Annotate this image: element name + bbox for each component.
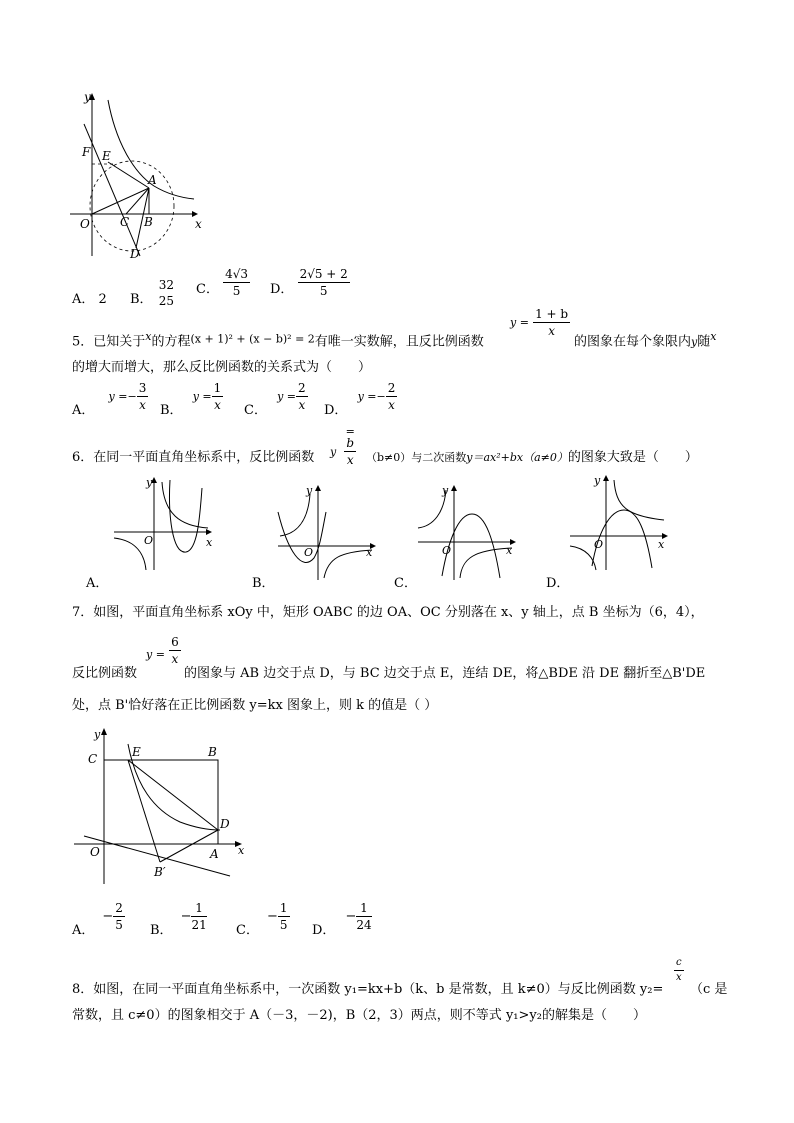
svg-text:y: y: [146, 476, 153, 489]
q7-line3: 处，点 B'恰好落在正比例函数 y=kx 图象上，则 k 的值是（ ）: [72, 698, 438, 713]
q4-label-x: x: [195, 217, 202, 231]
q6-graph-c: [414, 482, 524, 582]
q5-line2: 的增大而增大，那么反比例函数的关系式为（ ）: [72, 360, 372, 375]
q6-func: $_y$ = b x: [330, 425, 355, 467]
svg-text:O: O: [144, 534, 154, 547]
q6-stem: 6．在同一平面直角坐标系中，反比例函数: [72, 450, 315, 465]
svg-text:x: x: [366, 546, 373, 559]
svg-text:O: O: [442, 544, 452, 557]
q6-option-d[interactable]: D．: [546, 576, 570, 591]
q6-stem-end: （b≠0）与二次函数y＝ax²+bx（a≠0）的图象大致是（ ）: [366, 450, 698, 465]
q7-option-d[interactable]: D．− $\frac{1}{24}$: [312, 901, 372, 938]
q5-option-b[interactable]: B． y = $\frac{1}{x}$: [160, 381, 222, 418]
q8-line1-a: 8．如图，在同一平面直角坐标系中，一次函数 y₁=kx+b（k、b 是常数，且 k≠0）与反比例函数 y₂=: [72, 982, 664, 997]
q6-option-a[interactable]: A．: [86, 576, 109, 591]
q5-func: y = $\frac{1 + b}{x}$: [510, 307, 569, 338]
svg-text:y: y: [594, 474, 601, 487]
q4-label-D: D: [130, 247, 140, 261]
svg-text:C: C: [88, 752, 98, 766]
q7-func: $_{y =}$ $\frac{6}{x}$: [146, 635, 179, 666]
q4-label-B: B: [144, 215, 153, 229]
q5-line1-end: 的图象在每个象限内y随$^x$: [574, 330, 717, 350]
q4-figure: [64, 88, 214, 263]
q6-graph-b: [274, 482, 384, 582]
svg-text:E: E: [132, 745, 141, 759]
q5-option-c[interactable]: C． y = $\frac{2}{x}$: [244, 381, 306, 418]
q7-line2-b: 的图象与 AB 边交于点 D，与 BC 边交于点 E，连结 DE，将△BDE 沿 DE 翻折至△B'DE: [184, 666, 706, 681]
q4-option-b[interactable]: B． 32 25: [130, 278, 174, 308]
q5-line1: 5．已知关于$^x$的方程$^{(x + 1)^2 + (x - b)^2 = 2}$有唯一实数解，且反比例函数: [72, 330, 484, 350]
svg-text:D: D: [220, 817, 230, 831]
svg-text:B: B: [208, 745, 217, 759]
svg-text:y: y: [442, 484, 449, 497]
q8-line2: 常数，且 c≠0）的图象相交于 A（－3，－2)，B（2，3）两点，则不等式 y₁>y₂的解集是（ ）: [72, 1008, 646, 1023]
q4-label-F: F: [82, 145, 91, 159]
svg-text:B′: B′: [154, 865, 166, 879]
q4-label-O: O: [80, 217, 90, 231]
svg-text:y: y: [306, 484, 313, 497]
q8-func: $\frac{c}{x}$: [675, 957, 682, 983]
svg-text:O: O: [90, 845, 100, 859]
svg-text:O: O: [304, 546, 314, 559]
q6-option-c[interactable]: C．: [394, 576, 417, 591]
q4-label-E: E: [102, 149, 111, 163]
q7-option-a[interactable]: A．− $\frac{2}{5}$: [72, 901, 123, 938]
svg-text:y: y: [94, 728, 101, 741]
q5-option-a[interactable]: A． y =− $\frac{3}{x}$: [72, 381, 147, 418]
q7-option-c[interactable]: C．− $\frac{1}{5}$: [236, 901, 288, 938]
q5-option-d[interactable]: D． y =− $\frac{2}{x}$: [324, 381, 396, 418]
q8-line1-b: （c 是: [690, 982, 728, 997]
svg-text:O: O: [594, 538, 604, 551]
q7-option-b[interactable]: B．− $\frac{1}{21}$: [150, 901, 207, 938]
q4-option-a[interactable]: A． 2: [72, 292, 107, 307]
q7-line1: 7．如图，平面直角坐标系 xOy 中，矩形 OABC 的边 OA、OC 分别落在 x、y 轴上，点 B 坐标为（6，4），: [72, 605, 704, 620]
q4-option-d[interactable]: D． $\frac{2√5 + 2}{5}$: [270, 267, 348, 298]
q4-label-C: C: [120, 215, 130, 229]
q6-option-b[interactable]: B．: [252, 576, 275, 591]
svg-text:x: x: [658, 538, 665, 551]
q7-figure: [70, 726, 250, 886]
q6-graph-d: [566, 472, 676, 572]
q4-label-y: y: [84, 90, 91, 104]
svg-text:x: x: [206, 536, 213, 549]
svg-text:A: A: [210, 847, 219, 861]
q4-option-c[interactable]: C． $\frac{4√3}{5}$: [196, 267, 249, 298]
q4-label-A: A: [148, 173, 157, 187]
svg-text:x: x: [238, 844, 245, 857]
q6-graph-a: [110, 474, 220, 574]
q7-line2-a: 反比例函数: [72, 666, 138, 681]
svg-text:x: x: [506, 544, 513, 557]
